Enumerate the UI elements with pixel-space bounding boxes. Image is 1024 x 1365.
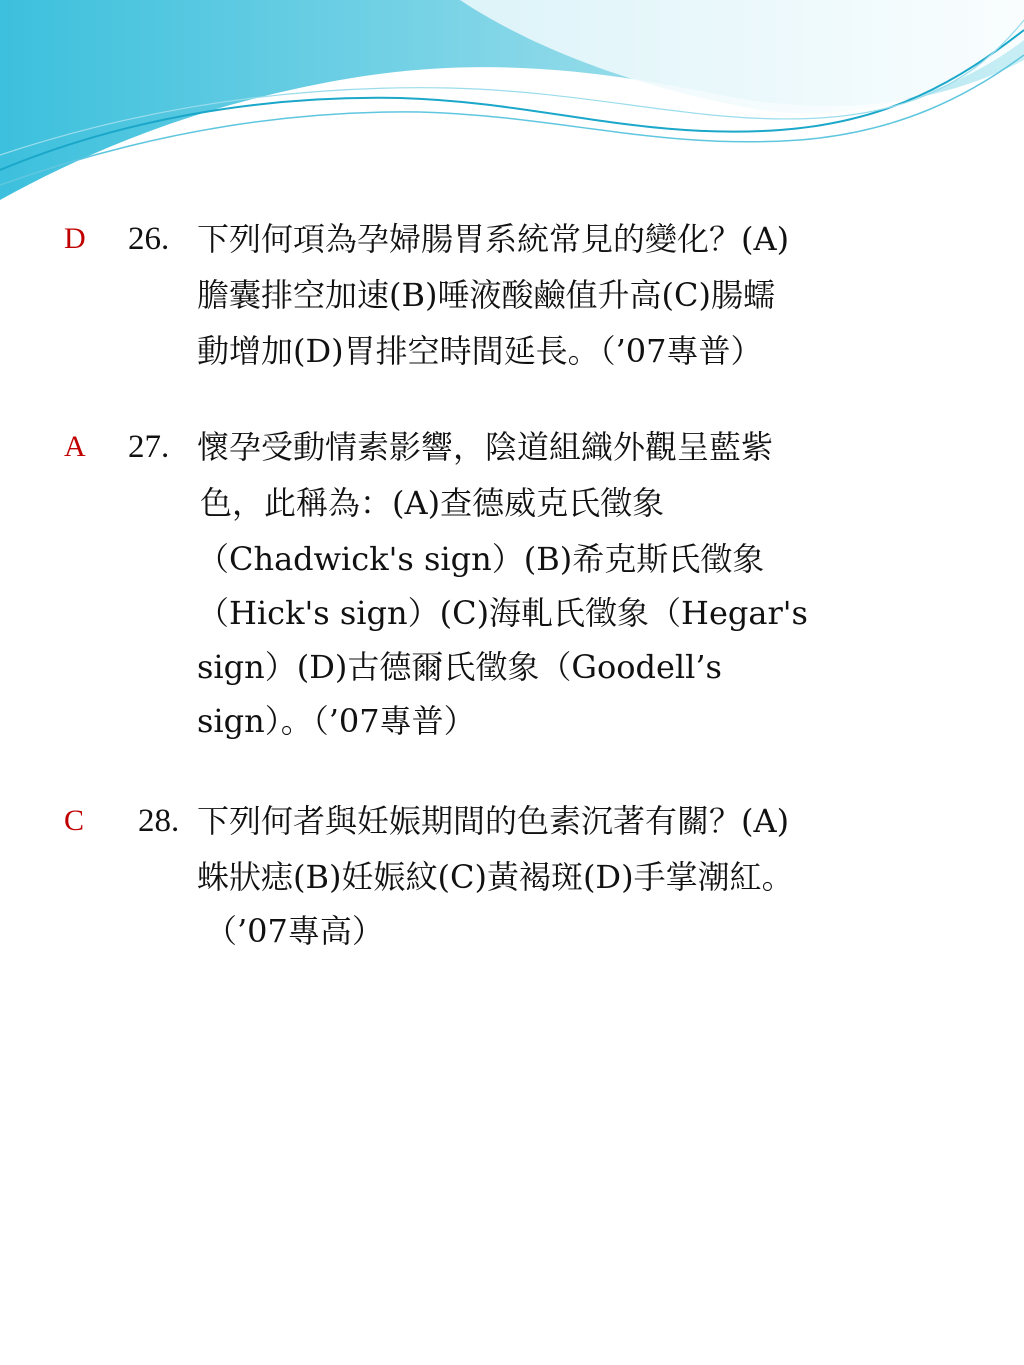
- question-text-line: 色，此稱為：(A)查德威克氏徵象: [200, 484, 665, 522]
- question-text-line: 動增加(D)胃排空時間延長。（’07專普）: [197, 332, 763, 370]
- header-wave-decoration: [0, 0, 1024, 220]
- answer-letter: A: [64, 430, 86, 463]
- question-text-line: （Hick's sign）(C)海軋氏徵象（Hegar's: [197, 594, 808, 632]
- question-number: 26.: [128, 221, 170, 257]
- question-number: 27.: [128, 429, 170, 465]
- answer-letter: D: [64, 222, 86, 255]
- question-text-line: （Chadwick's sign）(B)希克斯氏徵象: [197, 540, 765, 578]
- question-text-line: （’07專高）: [205, 912, 384, 950]
- answer-letter: C: [64, 804, 85, 837]
- question-text-line: 膽囊排空加速(B)唾液酸鹼值升高(C)腸蠕: [197, 276, 775, 314]
- question-text-line: 蛛狀痣(B)妊娠紋(C)黃褐斑(D)手掌潮紅。: [197, 858, 794, 896]
- question-text-line: 下列何項為孕婦腸胃系統常見的變化？(A): [197, 220, 790, 258]
- question-number: 28.: [138, 803, 180, 839]
- question-text-line: 下列何者與妊娠期間的色素沉著有關？(A): [197, 802, 790, 840]
- question-text-line: sign）。（’07專普）: [197, 702, 476, 740]
- question-text-line: 懷孕受動情素影響，陰道組織外觀呈藍紫: [197, 428, 774, 466]
- question-text-line: sign）(D)古德爾氏徵象（Goodell’s: [197, 648, 722, 686]
